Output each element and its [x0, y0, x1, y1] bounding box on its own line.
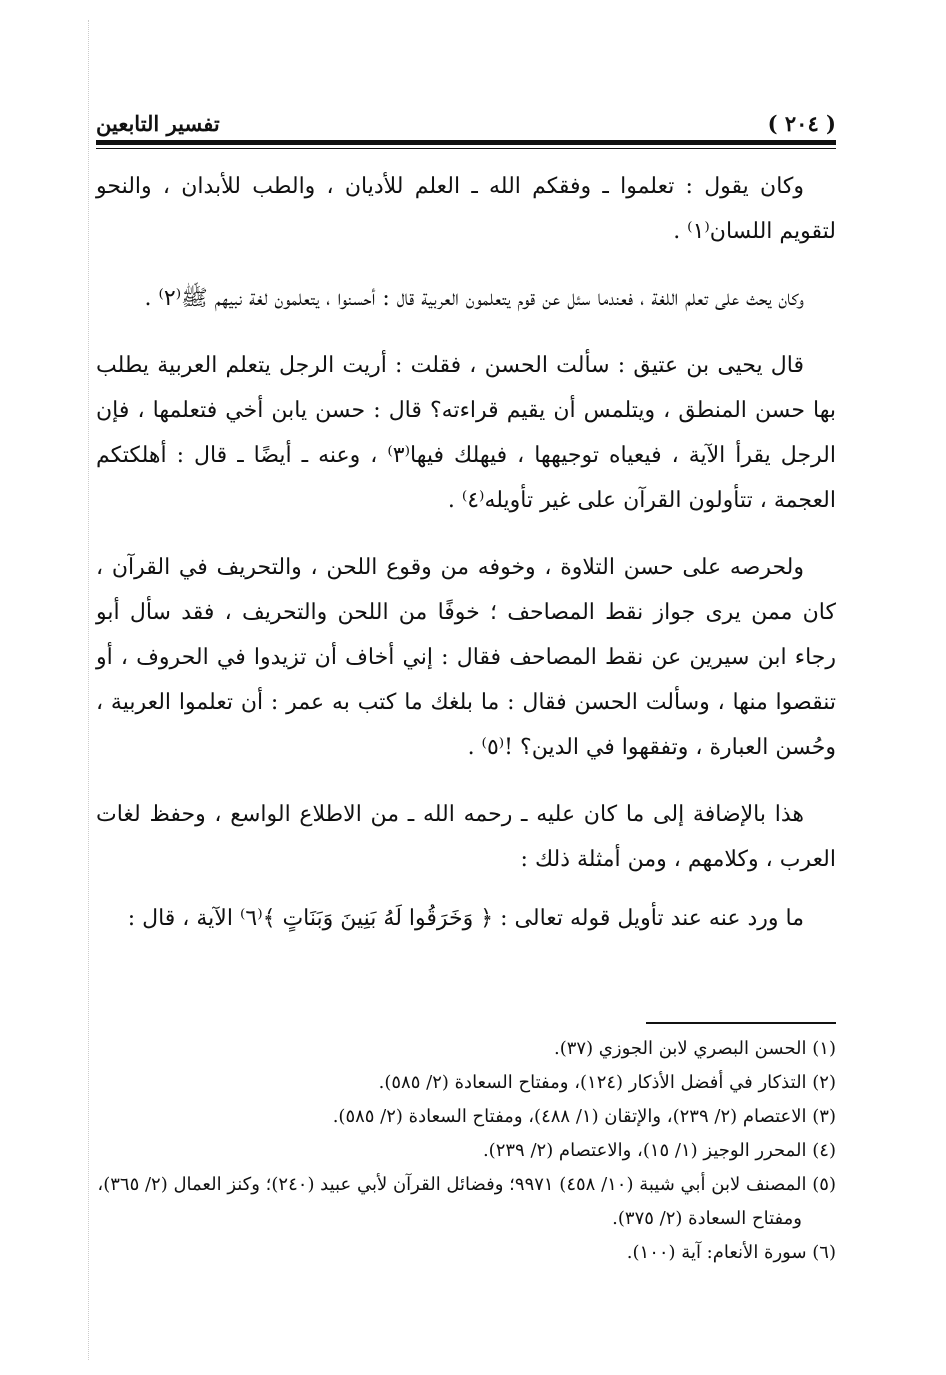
footnote: (٦) سورة الأنعام: آية (١٠٠). [626, 1242, 836, 1263]
footnote-separator [646, 1022, 836, 1024]
scan-margin-marks [88, 20, 91, 1360]
page-number: ( ٢٠٤ ) [767, 111, 836, 136]
header-rule-thick [96, 140, 836, 145]
paragraph: ولحرصه على حسن التلاوة ، وخوفه من وقوع اللحن ، والتحريف في القرآن ، كان ممن يرى جواز نقط المصاحف ؛ خوفًا من اللحن والتحريف ، فقد سأل أبو رجاء ابن سيرين عن نقط المصاحف فقال : إني أخاف أن تزيدوا في الحروف ، أو تنقصوا منها ، وسألت الحسن فقال : ما بلغك ما كتب به عمر : أن تعلموا العربية ، وحُسن العبارة ، وتفقهوا في الدين؟ !⁽٥⁾ . [96, 555, 836, 760]
footnote: (٣) الاعتصام (٢/ ٢٣٩)، والإتقان (١/ ٤٨٨)، ومفتاح السعادة (٢/ ٥٨٥). [332, 1106, 836, 1127]
footnote: (٥) المصنف لابن أبي شيبة (١٠/ ٤٥٨) ٩٩٧١؛ وفضائل القرآن لأبي عبيد (٢٤٠)؛ وكنز العمال (٢/ ٣٦٥)، ومفتاح السعادة (٢/ ٣٧٥). [97, 1174, 836, 1229]
paragraph: وكان يقول : تعلموا ـ وفقكم الله ـ العلم للأديان ، والطب للأبدان ، والنحو لتقويم اللسان⁽١⁾ . [96, 174, 836, 244]
footnote: (١) الحسن البصري لابن الجوزي (٣٧). [553, 1038, 836, 1059]
paragraph: ما ورد عنه عند تأويل قوله تعالى : ﴿ وَخَرَقُوا لَهُ بَنِينَ وَبَنَاتٍ ﴾⁽٦⁾ الآية ، قال : [127, 906, 804, 931]
header-rule-thin [96, 148, 836, 149]
book-title: تفسير التابعين [96, 111, 220, 136]
paragraph: وكان يحث على تعلم اللغة ، فعندما سئل عن قوم يتعلمون العربية قال : أحسنوا ، يتعلمون لغة نبيهم ﷺ⁽٢⁾ . [144, 286, 804, 311]
running-header [96, 100, 836, 136]
footnotes [96, 1032, 836, 1270]
paragraph: هذا بالإضافة إلى ما كان عليه ـ رحمه الله ـ من الاطلاع الواسع ، وحفظ لغات العرب ، وكلامهم ، ومن أمثلة ذلك : [96, 802, 836, 872]
footnote: (٤) المحرر الوجيز (١/ ١٥)، والاعتصام (٢/ ٢٣٩). [482, 1140, 836, 1161]
paragraph: قال يحيى بن عتيق : سألت الحسن ، فقلت : أريت الرجل يتعلم العربية يطلب بها حسن المنطق ، ويتلمس أن يقيم قراءته؟ قال : حسن يابن أخي فتعلمها ، فإن الرجل يقرأ الآية ، فيعياه توجيهها ، فيهلك فيها⁽٣⁾ ، وعنه ـ أيضًا ـ قال : أهلكتكم العجمة ، تتأولون القرآن على غير تأويله⁽٤⁾ . [96, 353, 836, 513]
main-text [96, 164, 836, 963]
footnote: (٢) التذكار في أفضل الأذكار (١٢٤)، ومفتاح السعادة (٢/ ٥٨٥). [378, 1072, 836, 1093]
